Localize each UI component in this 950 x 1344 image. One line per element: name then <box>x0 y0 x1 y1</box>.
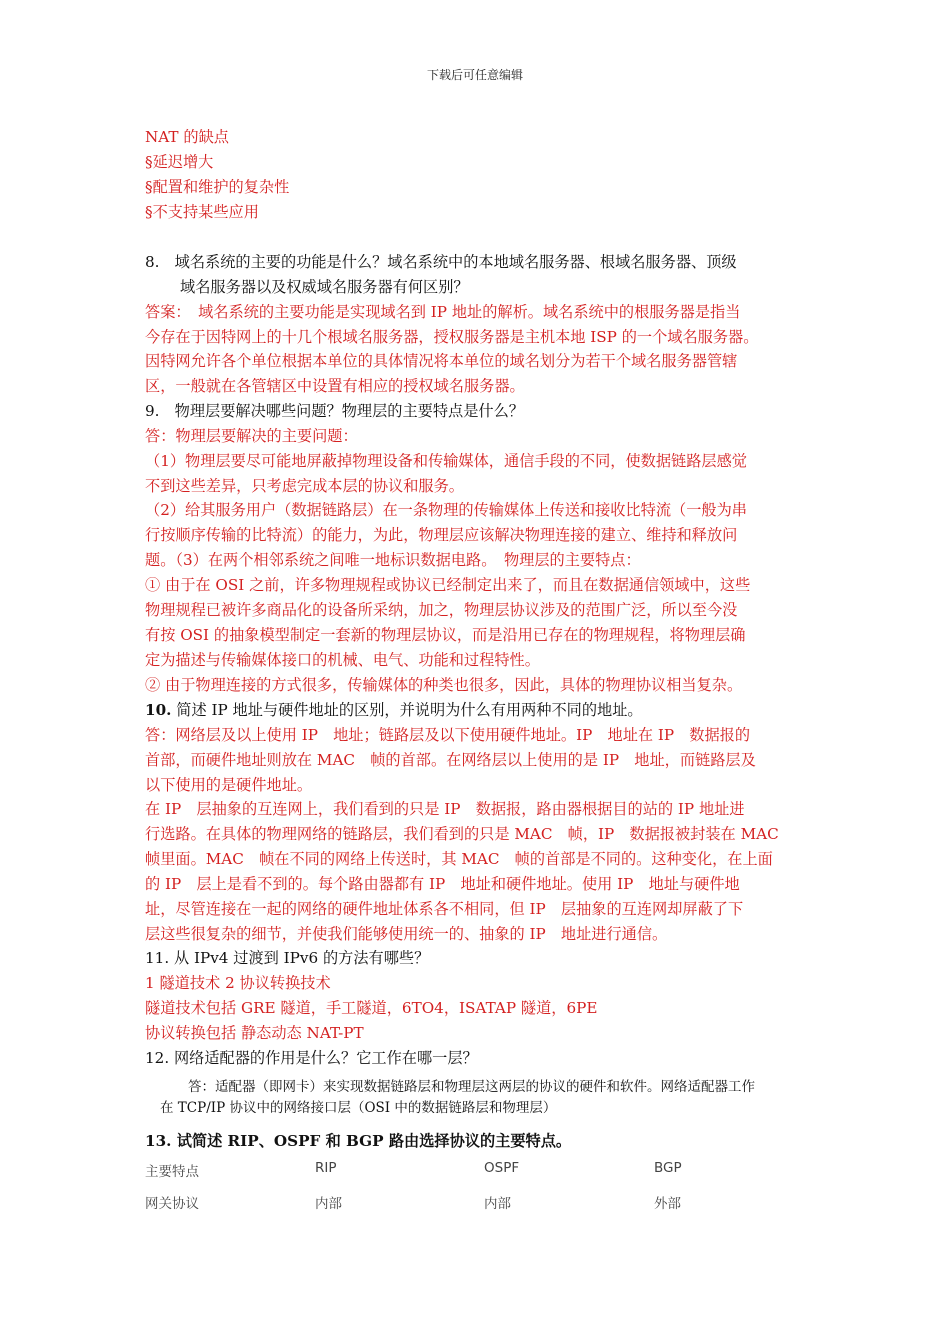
q11-question: 11. 从 IPv4 过渡到 IPv6 的方法有哪些？ <box>145 949 430 967</box>
q11-answer-line: 协议转换包括 静态动态 NAT-PT <box>145 1024 364 1042</box>
q10-question <box>145 700 643 720</box>
table-header-cell: RIP <box>315 1160 337 1176</box>
q9-answer-line: ① 由于在 OSI 之前，许多物理规程或协议已经制定出来了，而且在数据通信领域中，这些 <box>145 576 751 594</box>
table-cell: 网关协议 <box>145 1196 199 1212</box>
q9-answer-line: 行按顺序传输的比特流）的能力，为此，物理层应该解决物理连接的建立、维持和释放问 <box>145 526 738 544</box>
q12-answer-line: 在 TCP/IP 协议中的网络接口层（OSI 中的数据链路层和物理层） <box>160 1100 557 1116</box>
q10-answer-line: 行选路。在具体的物理网络的链路层，我们看到的只是 MAC 帧，IP 数据报被封装在 MAC <box>145 825 779 843</box>
table-cell: 内部 <box>484 1196 511 1212</box>
q10-answer-line: 址，尽管连接在一起的网络的硬件地址体系各不相同，但 IP 层抽象的互连网却屏蔽了下 <box>145 900 744 918</box>
q13-question: 13. 试简述 RIP、OSPF 和 BGP 路由选择协议的主要特点。 <box>145 1132 572 1150</box>
q8-question: 8. 域名系统的主要的功能是什么？域名系统中的本地域名服务器、根域名服务器、顶级 <box>145 253 737 271</box>
q8-answer-line: 区，一般就在各管辖区中设置有相应的授权域名服务器。 <box>145 377 525 395</box>
q9-answer-line: 答：物理层要解决的主要问题： <box>145 427 358 445</box>
q10-answer-line: 层这些很复杂的细节，并使我们能够使用统一的、抽象的 IP 地址进行通信。 <box>145 925 668 943</box>
q10-number: 10. <box>145 701 172 719</box>
q12-answer-line: 答：适配器（即网卡）来实现数据链路层和物理层这两层的协议的硬件和软件。网络适配器工作 <box>188 1079 755 1095</box>
q10-answer-line: 以下使用的是硬件地址。 <box>145 776 313 794</box>
q9-answer-line: 有按 OSI 的抽象模型制定一套新的物理层协议，而是沿用已存在的物理规程，将物理层确 <box>145 626 746 644</box>
q10-answer-line: 首部，而硬件地址则放在 MAC 帧的首部。在网络层以上使用的是 IP 地址，而链路层及 <box>145 751 756 769</box>
q11-answer-line: 1 隧道技术 2 协议转换技术 <box>145 974 331 992</box>
page-header: 下载后可任意编辑 <box>426 68 523 82</box>
q8-answer-line: 因特网允许各个单位根据本单位的具体情况将本单位的域名划分为若干个域名服务器管辖 <box>145 352 738 370</box>
q9-question: 9. 物理层要解决哪些问题？物理层的主要特点是什么？ <box>145 402 524 420</box>
table-header-cell: 主要特点 <box>145 1164 199 1180</box>
table-cell: 外部 <box>654 1196 681 1212</box>
table-cell: 内部 <box>315 1196 342 1212</box>
q9-answer-line: 题。（3）在两个相邻系统之间唯一地标识数据电路。 物理层的主要特点： <box>145 551 641 569</box>
q10-answer-line: 答：网络层及以上使用 IP 地址；链路层及以下使用硬件地址。IP 地址在 IP 数据报的 <box>145 726 751 744</box>
q12-question: 12. 网络适配器的作用是什么？它工作在哪一层？ <box>145 1049 478 1067</box>
q9-answer-line: 不到这些差异，只考虑完成本层的协议和服务。 <box>145 477 464 495</box>
table-header-cell: OSPF <box>484 1160 520 1176</box>
q8-answer-line: 答案： 域名系统的主要功能是实现域名到 IP 地址的解析。域名系统中的根服务器是指当 <box>145 303 741 321</box>
nat-item: §延迟增大 <box>145 153 214 171</box>
q10-answer-line: 帧里面。MAC 帧在不同的网络上传送时，其 MAC 帧的首部是不同的。这种变化，在上面 <box>145 850 773 868</box>
q10-answer-line: 在 IP 层抽象的互连网上，我们看到的只是 IP 数据报，路由器根据目的站的 IP 地址进 <box>145 800 745 818</box>
nat-item: §不支持某些应用 <box>145 203 259 221</box>
nat-title: NAT 的缺点 <box>145 128 229 146</box>
q10-answer-line: 的 IP 层上是看不到的。每个路由器都有 IP 地址和硬件地址。使用 IP 地址与硬件地 <box>145 875 740 893</box>
q9-answer-line: （1）物理层要尽可能地屏蔽掉物理设备和传输媒体，通信手段的不同，使数据链路层感觉 <box>145 452 747 470</box>
q9-answer-line: 物理规程已被许多商品化的设备所采纳，加之，物理层协议涉及的范围广泛，所以至今没 <box>145 601 738 619</box>
q8-answer-line: 今存在于因特网上的十几个根域名服务器，授权服务器是主机本地 ISP 的一个域名服务器。 <box>145 328 759 346</box>
q9-answer-line: 定为描述与传输媒体接口的机械、电气、功能和过程特性。 <box>145 651 540 669</box>
q9-answer-line: ② 由于物理连接的方式很多，传输媒体的种类也很多，因此，具体的物理协议相当复杂。 <box>145 676 743 694</box>
q11-answer-line: 隧道技术包括 GRE 隧道，手工隧道，6TO4，ISATAP 隧道，6PE <box>145 999 598 1017</box>
q8-question-cont: 域名服务器以及权威域名服务器有何区别？ <box>180 278 469 296</box>
table-header-cell: BGP <box>654 1160 682 1176</box>
q9-answer-line: （2）给其服务用户（数据链路层）在一条物理的传输媒体上传送和接收比特流（一般为串 <box>145 501 747 519</box>
q10-question-text: 简述 IP 地址与硬件地址的区别，并说明为什么有用两种不同的地址。 <box>176 701 643 719</box>
nat-item: §配置和维护的复杂性 <box>145 178 290 196</box>
